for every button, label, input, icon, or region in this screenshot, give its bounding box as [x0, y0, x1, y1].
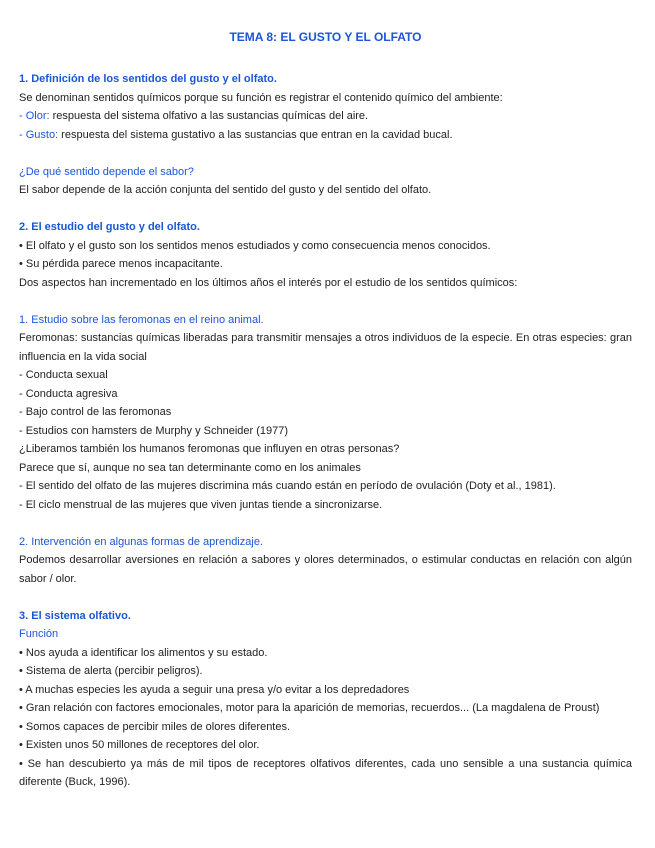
section-1-intro: Se denominan sentidos químicos porque su función es registrar el contenido químico del ambiente: [19, 91, 503, 104]
section-3-heading: 3. El sistema olfativo. [19, 609, 131, 622]
feromonas-paragraph: Feromonas: sustancias químicas liberadas para transmitir mensajes a otros individuos de la especie. En otras especies: gran influencia en la vida social [19, 332, 632, 363]
olor-definition [19, 107, 632, 126]
feromonas-answer: Parece que sí, aunque no sea tan determinante como en los animales [19, 461, 361, 474]
gusto-definition [19, 126, 632, 145]
list-item: • Existen unos 50 millones de receptores del olor. [19, 739, 260, 751]
subsection-feromonas-heading: 1. Estudio sobre las feromonas en el reino animal. [19, 313, 264, 326]
funcion-subheading: Función [19, 628, 59, 640]
list-item: • Gran relación con factores emocionales, motor para la aparición de memorias, recuerdos... (La magdalena de Proust) [19, 702, 600, 714]
subsection-aprendizaje-heading: 2. Intervención en algunas formas de aprendizaje. [19, 535, 263, 548]
sabor-answer: El sabor depende de la acción conjunta del sentido del gusto y del sentido del olfato. [19, 184, 432, 196]
gusto-label: - Gusto: [19, 128, 59, 141]
section-2-heading: 2. El estudio del gusto y del olfato. [19, 221, 200, 233]
list-item: • Sistema de alerta (percibir peligros). [19, 665, 203, 677]
gusto-text: respuesta del sistema gustativo a las sustancias que entran en la cavidad bucal. [58, 128, 453, 141]
list-item: - Conducta sexual [19, 369, 108, 381]
list-item: • A muchas especies les ayuda a seguir una presa y/o evitar a los depredadores [19, 683, 410, 696]
list-item: • El olfato y el gusto son los sentidos menos estudiados y como consecuencia menos conocidos. [19, 239, 491, 252]
feromonas-question: ¿Liberamos también los humanos feromonas que influyen en otras personas? [19, 443, 400, 455]
list-item: - El sentido del olfato de las mujeres discrimina más cuando están en período de ovulación (Doty et al., 1981). [19, 480, 556, 492]
aprendizaje-paragraph: Podemos desarrollar aversiones en relación a sabores y olores determinados, o estimular conductas en relación con algún sabor / olor. [19, 554, 632, 585]
page-title: TEMA 8: EL GUSTO Y EL OLFATO [229, 30, 422, 44]
list-item: • Nos ayuda a identificar los alimentos y su estado. [19, 646, 268, 659]
list-item: • Somos capaces de percibir miles de olores diferentes. [19, 720, 291, 733]
list-item: • Se han descubierto ya más de mil tipos de receptores olfativos diferentes, cada uno sensible a una sustancia química diferente (Buck, 1996). [19, 757, 632, 788]
section-2-intro: Dos aspectos han incrementado en los últimos años el interés por el estudio de los sentidos químicos: [19, 276, 518, 289]
list-item: - Estudios con hamsters de Murphy y Schneider (1977) [19, 424, 289, 437]
sabor-question: ¿De qué sentido depende el sabor? [19, 165, 194, 178]
list-item: - Conducta agresiva [19, 387, 118, 400]
list-item: - Bajo control de las feromonas [19, 406, 172, 418]
section-1-heading: 1. Definición de los sentidos del gusto y el olfato. [19, 73, 277, 85]
list-item: - El ciclo menstrual de las mujeres que viven juntas tiende a sincronizarse. [19, 498, 383, 511]
olor-label: - Olor: [19, 110, 50, 122]
list-item: • Su pérdida parece menos incapacitante. [19, 258, 223, 270]
olor-text: respuesta del sistema olfativo a las sustancias químicas del aire. [49, 110, 369, 122]
